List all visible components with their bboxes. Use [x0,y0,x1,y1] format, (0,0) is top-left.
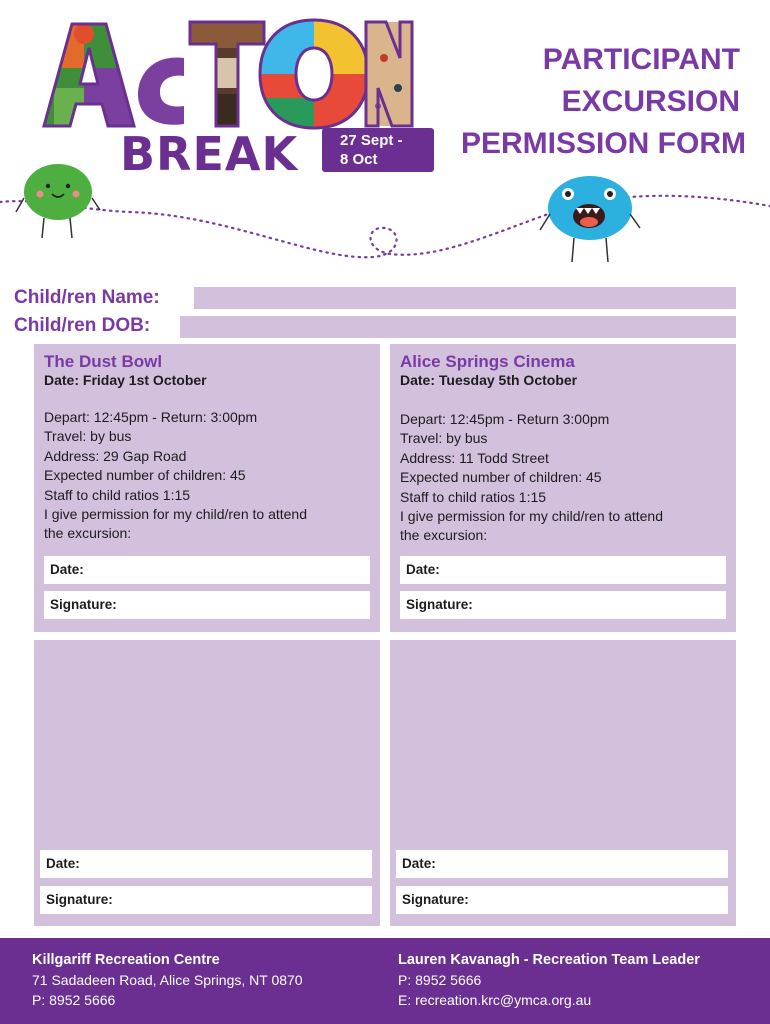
blue-monster-icon [540,176,640,262]
signature-input[interactable]: Signature: [40,886,372,914]
child-dob-label: Child/ren DOB: [14,315,151,336]
form-title-line-1: PARTICIPANT [542,43,740,76]
child-name-label: Child/ren Name: [14,287,160,308]
logo-collage-art [14,18,414,130]
detail-travel: Travel: by bus [44,428,132,445]
form-title-line-3: PERMISSION FORM [460,127,746,160]
excursion-details [44,408,374,544]
contact-email: E: recreation.krc@ymca.org.au [398,992,592,1008]
contact-name: Lauren Kavanagh - Recreation Team Leader [398,952,700,968]
action-break-logo [14,18,414,133]
form-title-line-2: EXCURSION [561,85,740,118]
detail-address: Address: 29 Gap Road [44,447,187,464]
child-dob-row [14,314,150,338]
detail-permission: I give permission for my child/ren to attend [44,506,308,523]
excursion-card-dust-bowl [34,344,380,632]
excursion-title: The Dust Bowl [44,352,163,371]
detail-permission: I give permission for my child/ren to attend [400,508,664,525]
detail-address: Address: 11 Todd Street [400,449,549,466]
signature-input[interactable]: Signature: [396,886,728,914]
date-range-start: 27 Sept - [340,132,403,149]
footer [0,938,770,1024]
contact-phone: P: 8952 5666 [398,972,482,988]
detail-children: Expected number of children: 45 [400,469,602,486]
excursion-card-empty-2 [390,640,736,926]
child-name-row [14,286,160,310]
date-input[interactable]: Date: [40,850,372,878]
detail-permission-cont: the excursion: [44,525,132,542]
detail-ratio: Staff to child ratios 1:15 [400,488,547,505]
child-dob-input[interactable] [180,316,736,338]
detail-depart: Depart: 12:45pm - Return: 3:00pm [44,409,258,425]
footer-contact-info [398,950,700,1010]
excursion-date: Date: Friday 1st October [44,372,207,388]
child-name-input[interactable] [194,287,736,309]
centre-address: 71 Sadadeen Road, Alice Springs, NT 0870 [32,972,303,988]
detail-depart: Depart: 12:45pm - Return 3:00pm [400,411,610,427]
signature-input[interactable]: Signature: [400,591,726,619]
detail-permission-cont: the excursion: [400,527,488,544]
date-input[interactable]: Date: [44,556,370,584]
excursion-title: Alice Springs Cinema [400,352,575,371]
excursion-card-cinema [390,344,736,632]
centre-name: Killgariff Recreation Centre [32,952,220,968]
green-monster-icon [16,164,100,238]
excursion-details [400,410,730,546]
signature-input[interactable]: Signature: [44,591,370,619]
excursion-card-empty-1 [34,640,380,926]
detail-ratio: Staff to child ratios 1:15 [44,486,191,503]
footer-centre-info [32,950,303,1010]
detail-travel: Travel: by bus [400,430,488,447]
break-heading: BREAK [120,127,299,181]
date-input[interactable]: Date: [396,850,728,878]
date-input[interactable]: Date: [400,556,726,584]
detail-children: Expected number of children: 45 [44,467,246,484]
decorative-strip [0,150,770,280]
date-range-end: 8 Oct [340,151,378,168]
excursion-date: Date: Tuesday 5th October [400,372,578,388]
centre-phone: P: 8952 5666 [32,992,116,1008]
